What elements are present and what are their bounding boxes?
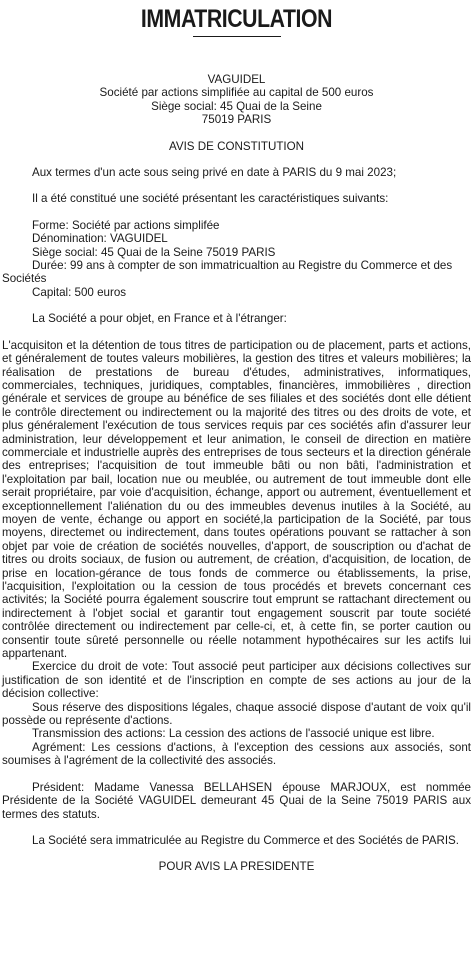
- field-capital: Capital: 500 euros: [32, 285, 127, 299]
- company-fields: [2, 219, 471, 299]
- company-name: VAGUIDEL: [207, 73, 266, 86]
- page-title: IMMATRICULATION: [140, 5, 333, 33]
- voting-reserve-paragraph: Sous réserve des dispositions légales, chaque associé dispose d'autant de voix qu'il possède ou représente d'actions.: [2, 700, 471, 728]
- president-paragraph: Président: Madame Vanessa BELLAHSEN épouse MARJOUX, est nommée Présidente de la Société VAGUIDEL demeurant 45 Quai de la Seine 75019 PARIS aux termes des statuts.: [2, 780, 471, 821]
- agrement-paragraph: Agrément: Les cessions d'actions, à l'exception des cessions aux associés, sont soumises à l'agrément de la collectivité des associés.: [2, 740, 471, 768]
- object-intro: La Société a pour objet, en France et à l'étranger:: [32, 312, 287, 326]
- constituted-paragraph: Il a été constitué une société présentant les caractéristiques suivants:: [32, 192, 389, 206]
- intro-paragraph: Aux termes d'un acte sous seing privé en date à PARIS du 9 mai 2023;: [32, 166, 397, 180]
- field-siege: Siège social: 45 Quai de la Seine 75019 PARIS: [32, 245, 276, 259]
- company-seat: Siège social: 45 Quai de la Seine: [151, 99, 322, 113]
- title-underline: [193, 36, 281, 37]
- object-paragraph: L'acquisiton et la détention de tous titres de participation ou de placement, parts et actions, et généralement de toutes valeurs mobilières, la gestion des titres et valeurs mobilières; la réalisation de prestations de bureau d'études, administratives, informatiques, commerciales, techniques, juridiques, comptables, financières, immobilières , direction générale et services de groupe au bénéfice de ses filiales et des sociétés dont elle détient le contrôle directement ou indirectement ou la majorité des titres ou des droits de vote, et plus généralement l'exécution de tous services requis par ces sociétés afin d'assurer leur administration, leur développement et leur animation, le conseil de direction en matière commerciale et industrielle auprès des entreprises de tous secteurs et la direction générale des entreprises; l'acquisition de tout immeuble bâti ou non bâti, l'administration et l'exploitation par bail, location nue ou meublée, ou autrement de tout immeuble dont elle serait propriétaire, par voie d'acquisition, échange, apport ou autrement, éventuellement et exceptionnellement l'aliénation du ou des immeubles devenus inutiles à la Société, au moyen de vente, échange ou apport en société,la participation de la Société, par tous moyens, directemet ou indirectement, dans toutes opérations pouvant se rattacher à son objet par voie de création de sociétés nouvelles, d'apport, de souscription ou d'achat de titres ou droits sociaux, de fusion ou autrement, de création, d'acquisition, de location, de prise en location-gérance de tous fonds de commerce ou établissements, la prise, l'acquisition, l'exploitation ou la cession de tous procédés et brevets concernant ces activités; la Société pourra également souscrire tout emprunt se rattachant directement ou indirectement à l'objet social et garantir tout engagement souscrit par toute société contrôlée directement ou indirectement par celle-ci, et, à cette fin, se porter caution ou consentir toute sûreté personnelle ou réelle notamment hypothécaires sur les actifs lui appartenant.: [2, 338, 471, 661]
- signature-line: POUR AVIS LA PRESIDENTE: [158, 860, 315, 874]
- company-header: [2, 73, 471, 127]
- registration-paragraph: La Société sera immatriculée au Registre du Commerce et des Sociétés de PARIS.: [32, 833, 460, 847]
- company-form: Société par actions simplifiée au capital de 500 euros: [99, 86, 374, 100]
- voting-paragraph: Exercice du droit de vote: Tout associé peut participer aux décisions collectives sur justification de son identité et de l'inscription en compte de ses actions au jour de la décision collective:: [2, 660, 471, 701]
- field-forme: Forme: Société par actions simplifée: [32, 218, 220, 232]
- field-denomination: Dénomination: VAGUIDEL: [32, 232, 168, 246]
- notice-title: AVIS DE CONSTITUTION: [168, 139, 305, 153]
- transmission-paragraph: Transmission des actions: La cession des actions de l'associé unique est libre.: [32, 727, 435, 741]
- company-city: 75019 PARIS: [201, 113, 272, 127]
- field-duree: Durée: 99 ans à compter de son immatricualtion au Registre du Commerce et des Sociétés: [2, 259, 453, 286]
